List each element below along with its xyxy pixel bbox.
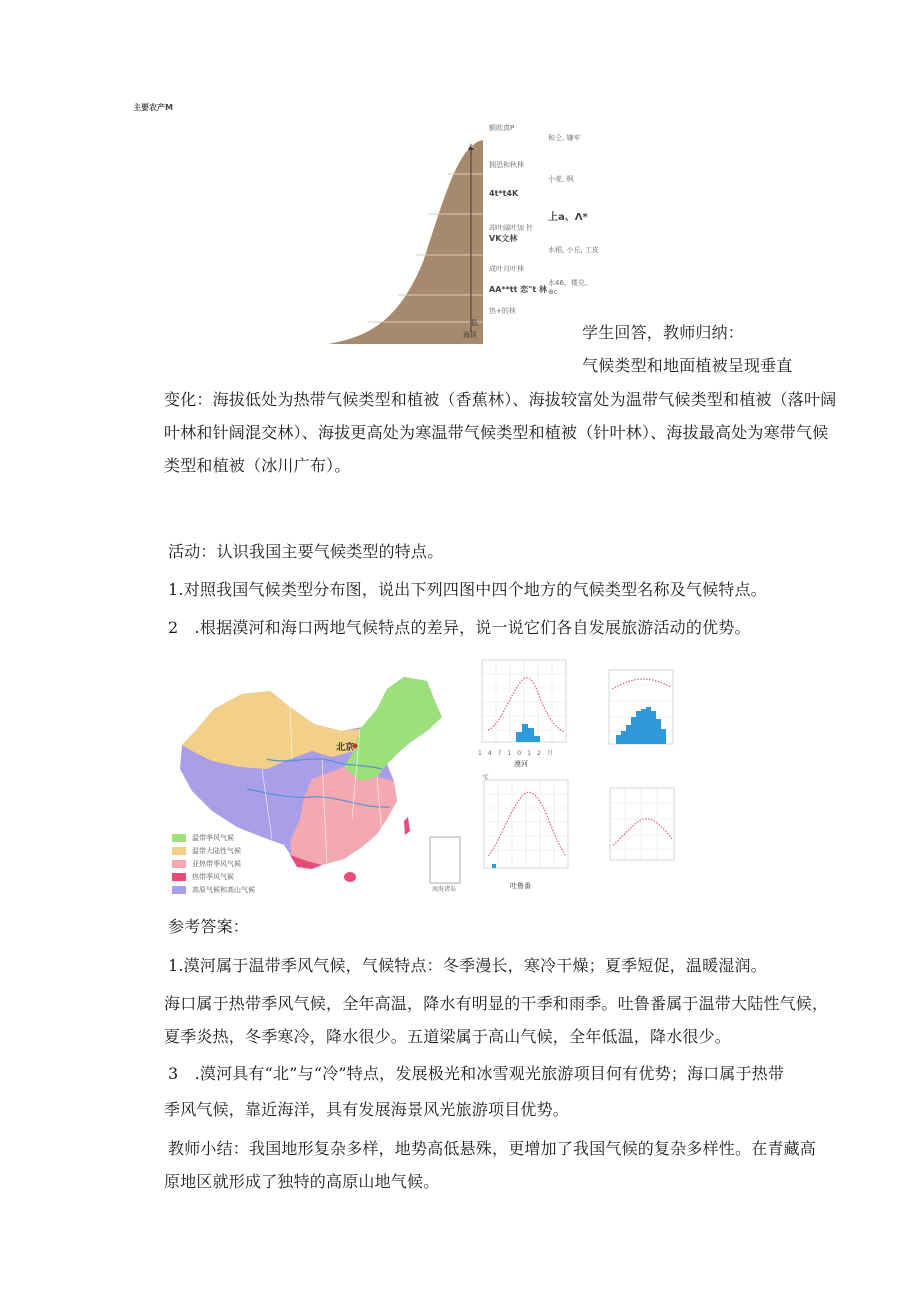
legend-swatch: [172, 873, 186, 881]
vegetation-label: 拥恐和秋林: [489, 161, 524, 169]
answer-2-line: 夏季炎热，冬季寒冷，降水很少。五道梁属于高山气候，全年低温，降水很少。: [164, 1027, 732, 1046]
legend-item: [172, 844, 255, 857]
vegetation-label: 热+的林: [489, 307, 516, 315]
summary-line: 变化：海拔低处为热带气候类型和植被（香蕉林）、海拔较富处为温带气候类型和植被（落叶阔: [164, 390, 837, 409]
mohe-x-ticks: 1471012月: [478, 750, 559, 757]
legend-label: 高原气候和高山气候: [192, 885, 255, 894]
answer-2-line: 海口属于热带季风气候，全年高温，降水有明显的干季和雨季。吐鲁番属于温带大陆性气候，: [164, 994, 829, 1013]
teacher-summary-line: 教师小结：我国地形复杂多样，地势高低悬殊，更增加了我国气候的复杂多样性。在青藏高: [168, 1139, 817, 1158]
answer-title: 参考答案：: [168, 917, 250, 936]
crop-label: 和仝, 嫌牢: [548, 134, 581, 142]
legend-swatch: [172, 886, 186, 894]
legend-item: [172, 870, 255, 883]
wudaoliang-climate-chart: [609, 787, 675, 861]
legend-swatch: [172, 834, 186, 842]
crop-label: 水稻, 小丘, 工皮: [548, 246, 599, 254]
legend-item: [172, 883, 255, 896]
map-inset-label: 南海诸岛: [432, 886, 457, 893]
crop-label: 水46、楼兑、: [548, 279, 592, 287]
haikou-climate-chart: [608, 669, 674, 745]
taiwan-island: [404, 817, 410, 835]
axis-high-label: 高: [467, 141, 474, 149]
legend-item: [172, 831, 255, 844]
answer-3-line: 季风气候，靠近海洋，具有发展海景风光旅游项目优势。: [164, 1100, 570, 1119]
crop-label: ⊕c: [548, 288, 558, 296]
task-2: 2 .根据漠河和海口两地气候特点的差异，说一说它们各自发展旅游活动的优势。: [168, 618, 751, 637]
legend-swatch: [172, 847, 186, 855]
tulufan-caption: 吐鲁番: [510, 882, 531, 890]
map-city-label: 北京: [336, 743, 355, 753]
legend-item: [172, 857, 255, 870]
task-1: 1.对照我国气候类型分布图，说出下列四图中四个地方的气候类型名称及气候特点。: [168, 580, 767, 599]
south-sea-inset: [430, 837, 460, 883]
student-answer-line: 学生回答，教师归纳：: [582, 323, 745, 342]
vegetation-label: AA**tt 恋"t 林: [489, 285, 547, 294]
hainan-island: [344, 872, 356, 882]
mountain-slope: [328, 140, 483, 344]
activity-heading: 活动：认识我国主要气候类型的特点。: [168, 542, 444, 561]
tulufan-unit: ℃: [482, 774, 489, 781]
legend-label: 亚热带季风气候: [192, 859, 241, 868]
vegetation-label: 额欧真P: [489, 124, 515, 132]
vegetation-label: VK文林: [489, 234, 518, 243]
summary-line: 叶林和针阔混交林）、海拔更高处为寒温带气候类型和植被（针叶林）、海拔最高处为寒带气候: [164, 423, 829, 442]
legend-label: 温带大陆性气候: [192, 846, 241, 855]
teacher-summary-line: 原地区就形成了独特的高原山地气候。: [164, 1172, 440, 1191]
legend-label: 热带季风气候: [192, 872, 234, 881]
axis-low-label: 低: [471, 319, 478, 327]
tulufan-climate-chart: [480, 772, 572, 872]
legend-label: 温带季风气候: [192, 833, 234, 842]
vegetation-label: 却叶阔叶加 针: [489, 224, 534, 232]
legend-swatch: [172, 860, 186, 868]
figure-top-label: 主要农产M: [133, 103, 173, 112]
mohe-climate-chart: [478, 658, 570, 758]
vegetation-label: 4t*t4K: [489, 189, 519, 198]
answer-1: 1.漠河属于温带季风气候，气候特点：冬季漫长，寒冷干燥；夏季短促，温暖湿润。: [168, 956, 767, 975]
answer-3-line: 3 .漠河具有“北”与“冷”特点，发展极光和冰雪观光旅游项目何有优势；海口属于热带: [168, 1064, 785, 1083]
map-legend: [172, 831, 255, 896]
summary-line: 气候类型和地面植被呈现垂直: [582, 356, 793, 375]
crop-label: 上a、Λ*: [548, 212, 588, 223]
axis-altitude-label: 海拔: [463, 331, 477, 339]
mountain-profile-figure: [328, 132, 488, 344]
crop-label: 小麦, 枫: [548, 175, 574, 183]
vegetation-label: 成叶月叶林: [489, 265, 524, 273]
mohe-caption: 漠河: [514, 760, 528, 768]
summary-line: 类型和植被（冰川广布）。: [164, 456, 351, 475]
